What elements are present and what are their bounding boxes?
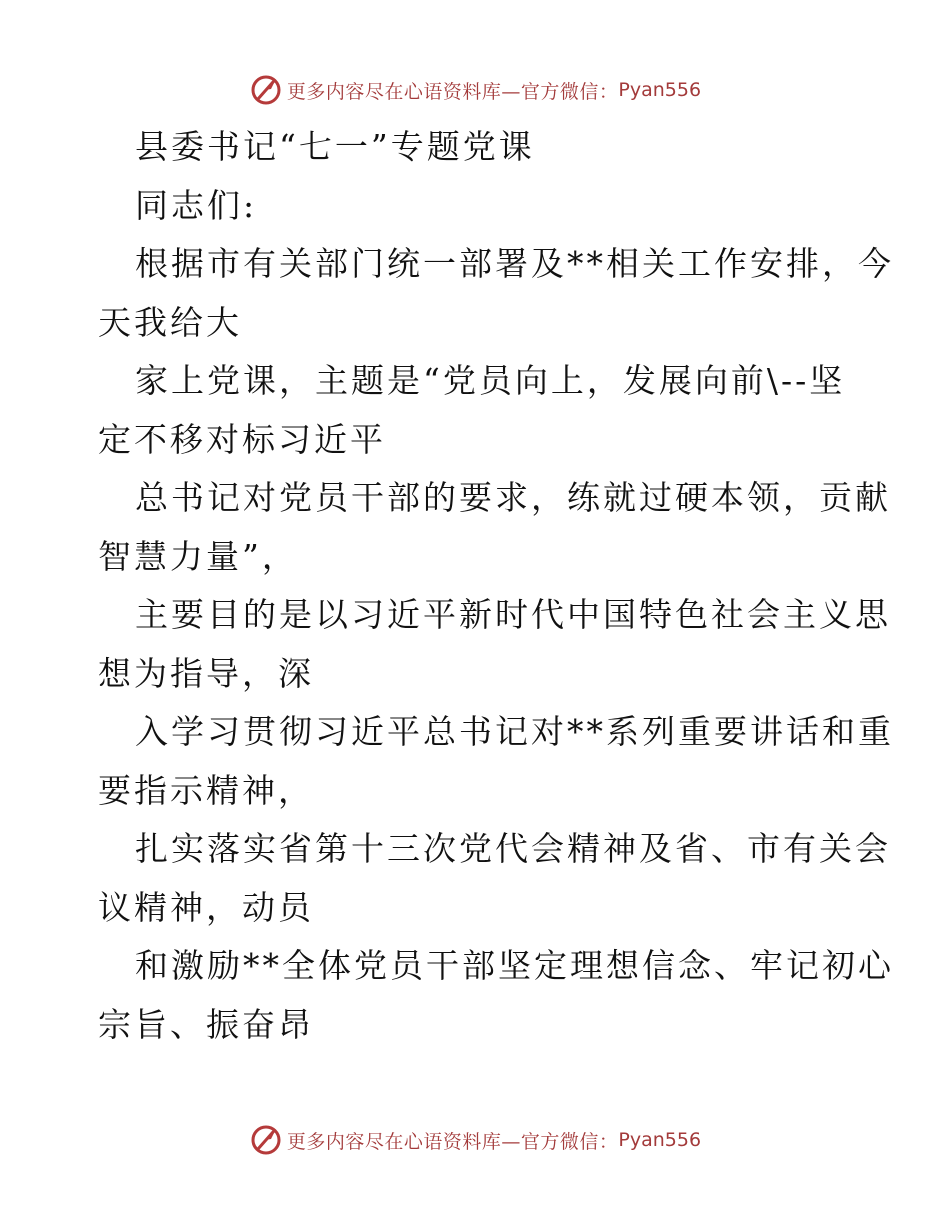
paragraph-line: 家上党课，主题是“党员向上，发展向前\--坚 [135, 361, 846, 400]
paragraph-line: 议精神，动员 [98, 887, 314, 927]
paragraph-line: 想为指导，深 [98, 653, 314, 693]
quill-logo-icon [249, 1123, 283, 1157]
paragraph-line: 定不移对标习近平 [98, 419, 386, 459]
document-body [98, 118, 894, 1054]
quill-logo-icon [249, 73, 283, 107]
salutation: 同志们: [135, 185, 258, 225]
paragraph-line: 要指示精神， [98, 770, 314, 810]
paragraph-line: 智慧力量”， [98, 536, 298, 576]
paragraph-line: 扎实落实省第十三次党代会精神及省、市有关会 [135, 829, 891, 868]
footer-watermark [0, 1120, 950, 1160]
paragraph-line: 主要目的是以习近平新时代中国特色社会主义思 [135, 595, 891, 634]
watermark-wechat-id: Pyan556 [618, 79, 702, 101]
document-title: 县委书记“七一”专题党课 [135, 127, 535, 166]
paragraph-line: 入学习贯彻习近平总书记对**系列重要讲话和重 [135, 712, 894, 751]
paragraph-line: 天我给大 [98, 302, 242, 342]
paragraph-line: 宗旨、振奋昂 [98, 1004, 314, 1044]
paragraph-line: 根据市有关部门统一部署及**相关工作安排，今 [135, 244, 894, 283]
paragraph-line: 总书记对党员干部的要求，练就过硬本领，贡献 [135, 478, 891, 517]
watermark-text: 更多内容尽在心语资料库—官方微信： [286, 1130, 619, 1153]
header-watermark [0, 70, 950, 110]
watermark-wechat-id: Pyan556 [618, 1129, 702, 1151]
paragraph-line: 和激励**全体党员干部坚定理想信念、牢记初心 [135, 946, 894, 985]
watermark-text: 更多内容尽在心语资料库—官方微信： [286, 80, 619, 103]
